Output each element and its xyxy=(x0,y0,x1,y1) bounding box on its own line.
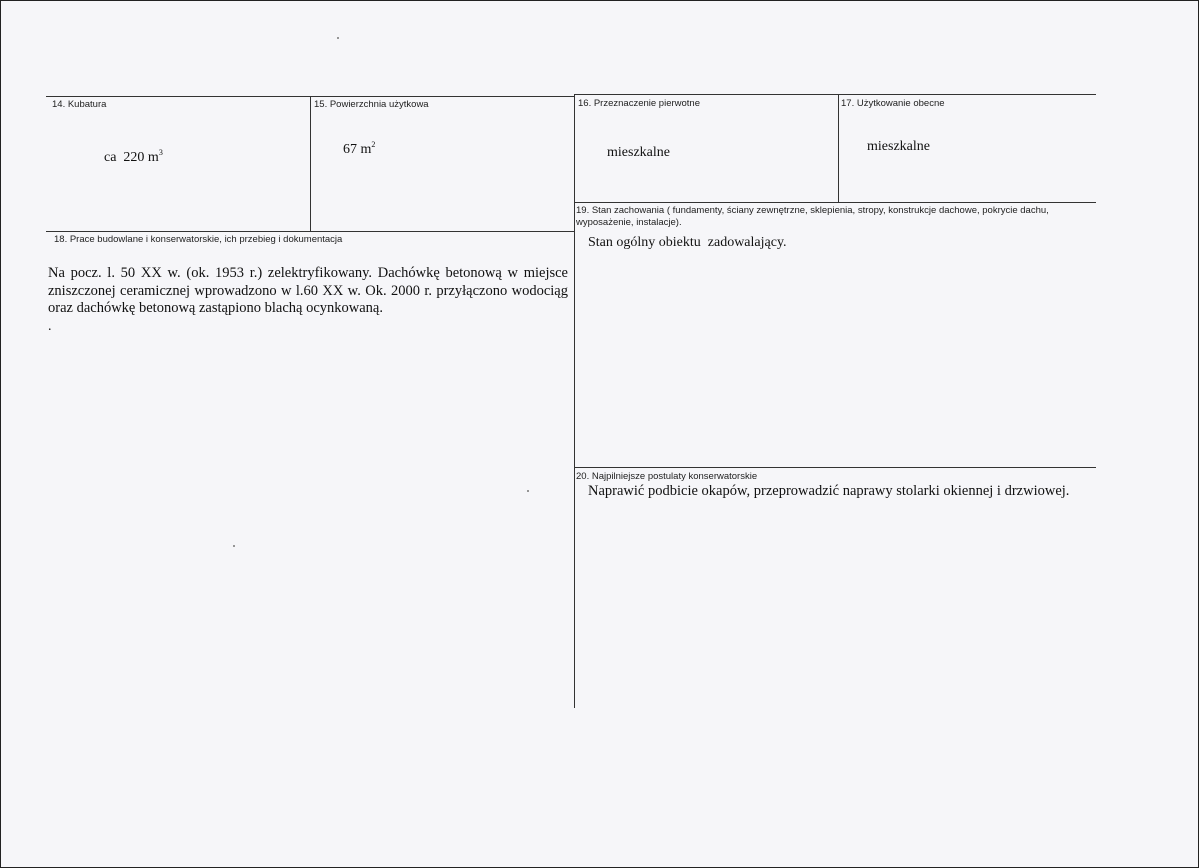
field-16-value: mieszkalne xyxy=(607,145,670,160)
field-19-text: Stan ogólny obiektu zadowalający. xyxy=(588,235,787,250)
scan-speck xyxy=(527,490,529,492)
field-14-value-text: ca 220 m xyxy=(104,150,159,165)
scan-speck xyxy=(233,545,235,547)
rule-above-18 xyxy=(46,231,574,232)
field-15-label: 15. Powierzchnia użytkowa xyxy=(314,99,429,110)
rule-above-19 xyxy=(574,202,1096,203)
field-15-value xyxy=(343,141,375,158)
field-15-value-text: 67 m xyxy=(343,142,372,157)
field-20-label: 20. Najpilniejsze postulaty konserwatorskie xyxy=(576,471,758,482)
scan-speck xyxy=(337,37,339,39)
divider-16-17 xyxy=(838,94,839,202)
field-17-value: mieszkalne xyxy=(867,139,930,154)
top-rule-right xyxy=(574,94,1096,95)
field-20-text: Naprawić podbicie okapów, przeprowadzić naprawy stolarki okiennej i drzwiowej. xyxy=(588,483,1070,499)
field-18-label: 18. Prace budowlane i konserwatorskie, ich przebieg i dokumentacja xyxy=(54,234,343,245)
field-16-label: 16. Przeznaczenie pierwotne xyxy=(578,98,700,109)
rule-above-20 xyxy=(574,467,1096,468)
field-17-label: 17. Użytkowanie obecne xyxy=(841,98,945,109)
divider-14-15 xyxy=(310,96,311,232)
field-19-label: 19. Stan zachowania ( fundamenty, ściany zewnętrzne, sklepienia, stropy, konstrukcje dachowe, pokrycie dachu, wyposażenie, instalacje). xyxy=(576,205,1049,228)
field-18-trailing-dot: . xyxy=(48,319,52,334)
field-14-value xyxy=(104,149,163,166)
field-15-value-sup: 2 xyxy=(371,140,376,149)
field-18-text: Na pocz. l. 50 XX w. (ok. 1953 r.) zelektryfikowany. Dachówkę betonową w miejsce zniszczonej ceramicznej wprowadzono w l.60 XX w. Ok. 2000 r. przyłączono wodociąg oraz dachówkę betonową zastąpiono blachą ocynkowaną. xyxy=(48,265,568,316)
field-14-label: 14. Kubatura xyxy=(52,99,107,110)
divider-left-right xyxy=(574,94,575,708)
field-14-value-sup: 3 xyxy=(158,148,163,157)
